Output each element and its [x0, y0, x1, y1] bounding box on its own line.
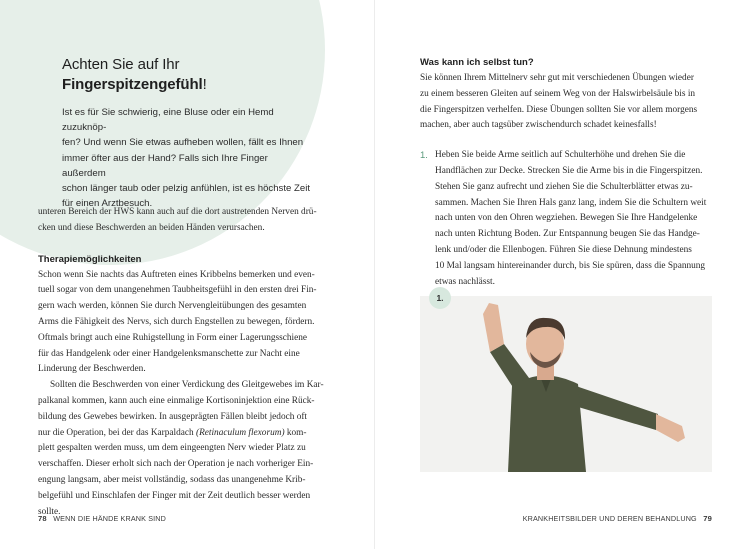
page-number-right: 79: [703, 514, 712, 523]
callout-title-emphasis: Fingerspitzengefühl: [62, 76, 203, 93]
running-title-left: WENN DIE HÄNDE KRANK SIND: [53, 514, 166, 523]
page-number-left: 78: [38, 514, 47, 523]
footer-left: [38, 514, 166, 523]
running-title-right: KRANKHEITSBILDER UND DEREN BEHANDLUNG: [522, 514, 697, 523]
photo-step-badge: 1.: [429, 287, 451, 309]
callout-box: [62, 55, 314, 211]
callout-body: Ist es für Sie schwierig, eine Bluse oder ein Hemd zuzuknöp- fen? Und wenn Sie etwas aufheben wollen, fällt es Ihnen immer öfter aus der Hand? Falls sich Ihre Finger außerdem schon länger taub oder pelzig anfühlen, ist es höchste Zeit für einen Arztbesuch.: [62, 107, 310, 210]
self-help-heading: Was kann ich selbst tun?: [420, 57, 534, 68]
footer-right: [523, 514, 712, 523]
right-page: [375, 0, 750, 549]
step-number: 1.: [420, 150, 428, 162]
left-body-text: [38, 205, 336, 520]
latin-term: (Retinaculum flexorum): [195, 427, 285, 438]
therapy-paragraph-1: Schon wenn Sie nachts das Auftreten eines Kribbelns bemerken und even- tuell sogar von dem unangenehmen Taubheitsgefühl in den ersten drei Fin- gern wach werden, können Sie durch Nervengleitübungen des gesamten Arms die Fähigkeit des Nervs, sich durch Engstellen zu bewegen, fördern. Oftmals bringt auch eine Ruhigstellung in Form einer Lagerungsschiene für das Handgelenk oder einer Handgelenksmanschette zur Nacht eine Linderung der Beschwerden.: [38, 269, 317, 375]
callout-title: Achten Sie auf Ihr Fingerspitzengefühl!: [62, 56, 207, 93]
therapy-subheading: Therapiemöglichkeiten: [38, 253, 142, 265]
intro-paragraph: unteren Bereich der HWS kann auch auf die dort austretenden Nerven drü- cken und diese Beschwerden an beiden Händen verursachen.: [38, 207, 317, 233]
therapy-paragraph-2: Sollten die Beschwerden von einer Verdickung des Gleitgewebes im Kar- palkanal kommen, kann auch eine einmalige Kortisoninjektion eine Rück- bildung des Gewebes bewirken. In ausgeprägten Fällen bleibt jedoch oft nur die Operation, bei der das Karpaldach (Retinaculum flexorum) kom- plett gespalten werden muss, um dem eingeengten Nerv wieder Platz zu verschaffen. Dieser erholt sich nach der Operation je nach vorheriger Ein- engung langsam, aber meist vollständig, sodass das unangenehme Krib- belgefühl und Einschlafen der Finger mit der Zeit deutlich besser werden sollte.: [38, 380, 324, 517]
self-help-intro: Sie können Ihrem Mittelnerv sehr gut mit verschiedenen Übungen wieder zu einem besseren Gleiten auf seinem Weg von der Halswirbelsäule bis in die Fingerspitzen verhelfen. Diese Übungen sollten Sie vor allem morgens machen, aber auch tagsüber zwischendurch schadet keinesfalls!: [420, 73, 698, 131]
step-text: Heben Sie beide Arme seitlich auf Schulterhöhe und drehen Sie die Handflächen zur Decke. Strecken Sie die Arme bis in die Fingerspitzen. Stehen Sie ganz aufrecht und ziehen Sie die Schulterblätter etwas zu- sammen. Machen Sie Ihren Hals ganz lang, indem Sie die Schultern weit nach unten von den Ohren wegziehen. Bewegen Sie Ihre Handgelenke nach unten Richtung Boden. Zur Entspannung beugen Sie das Handge- lenk und/oder die Ellenbogen. Führen Sie diese Dehnung mindestens 10 Mal langsam hintereinander durch, bis Sie spüren, dass die Spannung etwas nachlässt.: [435, 150, 707, 287]
exercise-photo: [420, 296, 712, 472]
man-stretching-illustration: [420, 296, 712, 472]
exercise-step-1: [420, 148, 716, 290]
right-body-text: [420, 55, 716, 290]
